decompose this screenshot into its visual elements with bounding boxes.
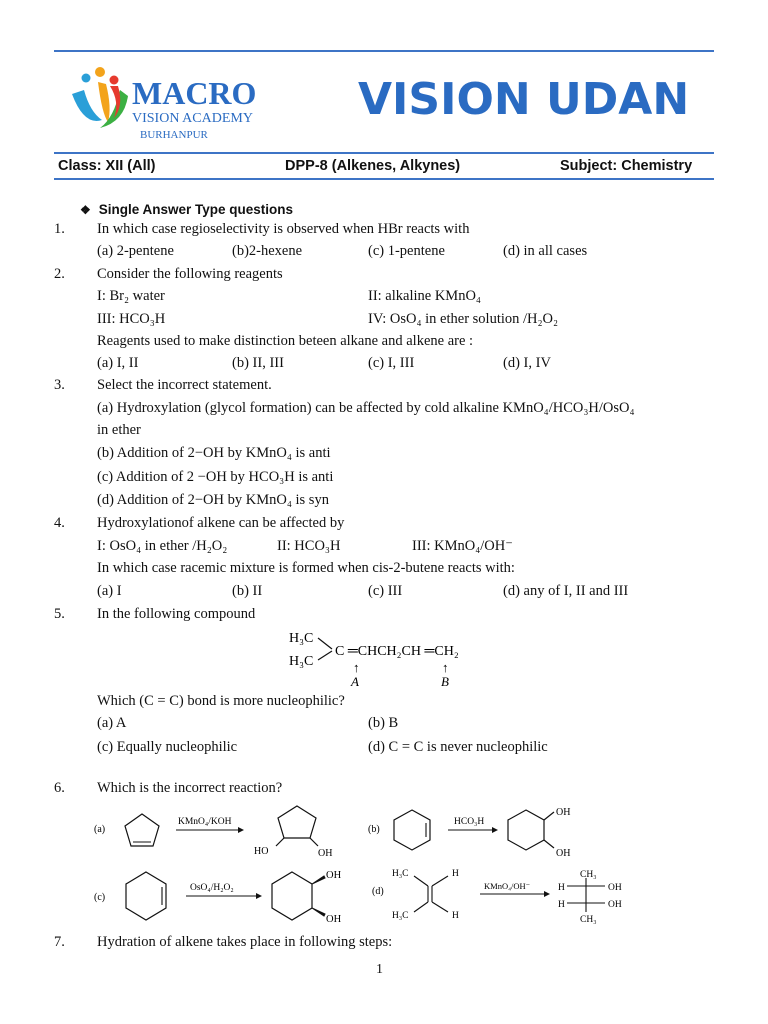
h3c-bottom: H₃C [289, 654, 314, 669]
reagent-iii: III: HCO₃H [97, 311, 166, 327]
macro-vision-academy-logo [62, 56, 262, 148]
subject-label: Subject: Chemistry [560, 158, 693, 174]
option-a-continued: in ether [97, 422, 141, 438]
oh-top: OH [608, 883, 622, 893]
oh-label-left: HO [254, 846, 269, 857]
cyclohexane-diol-ring [508, 810, 544, 850]
cyclohexane-diol-ring [272, 872, 312, 920]
header-top-rule [54, 50, 714, 52]
option-a: (a) I, II [97, 355, 139, 371]
bond [414, 902, 428, 912]
option-a: (a) I [97, 583, 122, 599]
logo-head-red [110, 76, 119, 85]
option-c: (c) Addition of 2 −OH by HCO₃H is anti [97, 469, 334, 485]
q5-structure [285, 622, 495, 690]
reagent-i: I: Br₂ water [97, 288, 165, 304]
h-left-bottom: H [558, 900, 565, 910]
oh-bond-right [310, 838, 318, 846]
question-text: In the following compound [97, 606, 256, 622]
bond-top [318, 638, 332, 649]
oh-bond-top [544, 812, 554, 820]
logo-sub-text: VISION ACADEMY [132, 111, 253, 126]
question-number: 4. [54, 515, 65, 531]
question-number: 7. [54, 934, 65, 950]
question-text: Consider the following reagents [97, 266, 283, 282]
option-b: (b) II [232, 583, 263, 599]
page-number: 1 [376, 962, 383, 977]
reagent-iv: IV: OsO₄ in ether solution /H₂O₂ [368, 311, 559, 327]
option-a: (a) A [97, 715, 127, 731]
question-text: Which is the incorrect reaction? [97, 780, 283, 796]
reaction-d-reagent: KMnO₄/OH⁻ [484, 881, 531, 891]
option-d: (d) C = C is never nucleophilic [368, 739, 548, 755]
logo-figure-orange [98, 82, 110, 122]
arrowhead-icon [256, 893, 262, 899]
oh-label-bottom: OH [326, 914, 342, 925]
bond-bottom [318, 651, 332, 660]
question-text: Hydroxylationof alkene can be affected by [97, 515, 345, 531]
diamond-bullet-icon: ❖ [80, 203, 91, 217]
arrow-a-icon: ↑ [353, 660, 360, 675]
label-b: B [441, 674, 449, 689]
wedge-bond-bottom [312, 908, 325, 916]
reagent-iii: III: KMnO₄/OH⁻ [412, 538, 513, 554]
oh-bottom: OH [608, 900, 622, 910]
ch3-top: CH₃ [580, 870, 597, 880]
bond [414, 876, 428, 886]
option-d: (d) any of I, II and III [503, 583, 629, 599]
question-text: Which (C = C) bond is more nucleophilic? [97, 693, 345, 709]
option-d: (d) in all cases [503, 243, 588, 259]
question-number: 1. [54, 221, 65, 237]
class-label: Class: XII (All) [58, 158, 156, 174]
question-text: Hydration of alkene takes place in following steps: [97, 934, 393, 950]
oh-label-bottom: OH [556, 848, 571, 859]
reaction-d [368, 864, 638, 934]
logo-main-text: MACRO [132, 75, 257, 111]
oh-bond-left [276, 838, 284, 846]
option-a: (a) Hydroxylation (glycol formation) can be affected by cold alkaline KMnO₄/HCO₃H/OsO₄ [97, 400, 635, 416]
question-text: Reagents used to make distinction beteen alkane and alkene are : [97, 333, 474, 349]
reagent-ii: II: alkaline KMnO₄ [368, 288, 481, 304]
question-number: 3. [54, 377, 65, 393]
reaction-a [92, 800, 362, 864]
cyclohexene-ring [394, 810, 430, 850]
header-mid-rule [54, 152, 714, 154]
label-a: A [351, 674, 359, 689]
section-heading [80, 202, 293, 217]
reaction-a-label: (a) [94, 824, 106, 835]
option-b: (b) Addition of 2−OH by KMnO₄ is anti [97, 445, 331, 461]
option-c: (c) I, III [368, 355, 415, 371]
reaction-b [368, 798, 588, 864]
main-chain: C ═CHCH₂CH ═CH₂ [335, 644, 459, 659]
logo-city-text: BURHANPUR [140, 129, 208, 141]
arrowhead-icon [492, 827, 498, 833]
oh-label-top: OH [556, 807, 571, 818]
arrow-b-icon: ↑ [442, 660, 449, 675]
dpp-label: DPP-8 (Alkenes, Alkynes) [285, 158, 461, 174]
option-d: (d) I, IV [503, 355, 551, 371]
h3c-bottom: H₃C [392, 911, 409, 921]
logo-figure-blue [72, 90, 102, 121]
arrowhead-icon [238, 827, 244, 833]
reaction-b-label: (b) [368, 824, 380, 835]
option-b: (b)2-hexene [232, 243, 303, 259]
question-text: In which case racemic mixture is formed when cis-2-butene reacts with: [97, 560, 515, 576]
h-left-top: H [558, 883, 565, 893]
question-number: 2. [54, 266, 65, 282]
h3c-top: H₃C [289, 631, 314, 646]
h-bottom: H [452, 911, 459, 921]
option-b: (b) II, III [232, 355, 284, 371]
option-c: (c) 1-pentene [368, 243, 445, 259]
page-title: VISION UDAN [358, 74, 690, 125]
section-heading-text: Single Answer Type questions [98, 202, 294, 217]
reaction-b-reagent: HCO₃H [454, 817, 485, 827]
arrowhead-icon [544, 891, 550, 897]
cyclopentene-ring [125, 814, 159, 846]
question-text: In which case regioselectivity is observed when HBr reacts with [97, 221, 470, 237]
question-text: Select the incorrect statement. [97, 377, 272, 393]
header-bottom-rule [54, 178, 714, 180]
oh-label-top: OH [326, 870, 342, 881]
h-top: H [452, 869, 459, 879]
option-b: (b) B [368, 715, 399, 731]
bond [432, 876, 448, 886]
reaction-d-label: (d) [372, 886, 384, 897]
oh-label-right: OH [318, 848, 333, 859]
ch3-bottom: CH₃ [580, 915, 597, 925]
option-c: (c) Equally nucleophilic [97, 739, 238, 755]
question-number: 5. [54, 606, 65, 622]
cyclopentane-diol-ring [278, 806, 316, 838]
option-c: (c) III [368, 583, 403, 599]
bond [432, 902, 448, 912]
logo-head-orange [95, 67, 105, 77]
reaction-c [92, 864, 362, 934]
question-number: 6. [54, 780, 65, 796]
option-a: (a) 2-pentene [97, 243, 174, 259]
reagent-i: I: OsO₄ in ether /H₂O₂ [97, 538, 228, 554]
reaction-a-reagent: KMnO₄/KOH [178, 817, 232, 827]
wedge-bond-top [312, 876, 325, 884]
reagent-ii: II: HCO₃H [277, 538, 341, 554]
reaction-c-label: (c) [94, 892, 106, 903]
cyclohexene-ring [126, 872, 166, 920]
oh-bond-bottom [544, 840, 554, 848]
option-d: (d) Addition of 2−OH by KMnO₄ is syn [97, 492, 329, 508]
reaction-c-reagent: OsO₄/H₂O₂ [190, 883, 234, 893]
logo-head-blue [82, 74, 91, 83]
h3c-top: H₃C [392, 869, 409, 879]
